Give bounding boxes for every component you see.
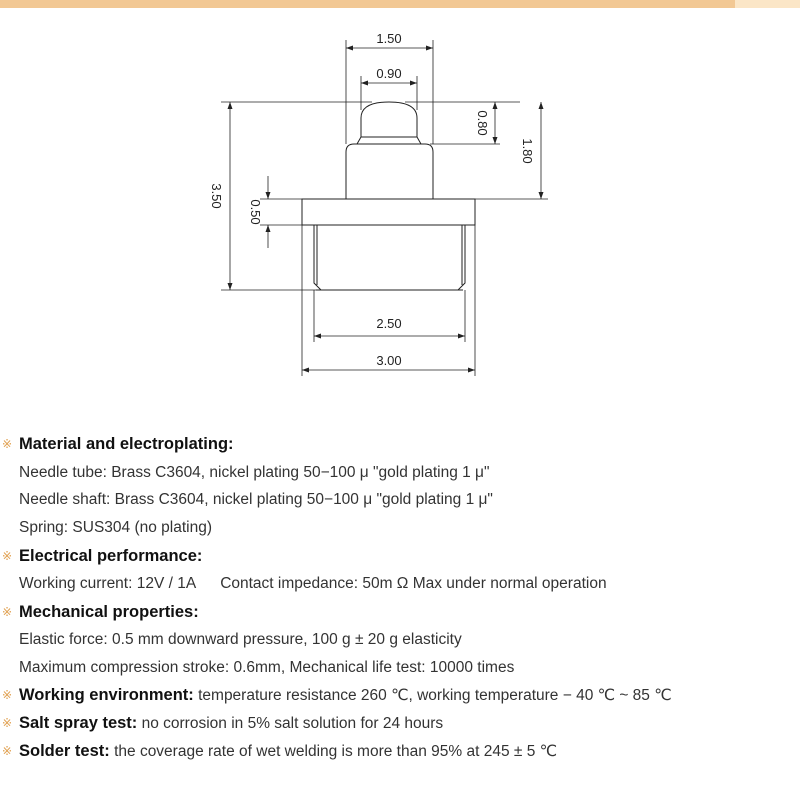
spec-electrical-heading: ※ Electrical performance:: [2, 547, 203, 565]
spec-spring: Spring: SUS304 (no plating): [19, 519, 213, 536]
spec-working-environment: ※ Working environment: temperature resistance 260 ℃, working temperature − 40 ℃ ~ 85 ℃: [2, 686, 672, 704]
spec-needle-shaft: Needle shaft: Brass C3604, nickel plating 50−100 μ "gold plating 1 μ": [19, 491, 493, 508]
pin-tip: [361, 102, 417, 137]
spec-elastic-force: Elastic force: 0.5 mm downward pressure, 100 g ± 20 g elasticity: [19, 631, 462, 648]
spec-solder-test: ※ Solder test: the coverage rate of wet welding is more than 95% at 245 ± 5 ℃: [2, 742, 558, 760]
spec-contact-impedance: Contact impedance: 50m Ω Max under normal operation: [220, 575, 607, 592]
spec-electrical-values: [0, 571, 800, 597]
dim-tip-height: 0.80: [475, 110, 490, 136]
dim-top-width: 1.50: [376, 31, 402, 46]
dim-upper-height: 1.80: [520, 138, 535, 164]
dim-body-width: 2.50: [376, 316, 402, 331]
spec-salt-spray: ※ Salt spray test: no corrosion in 5% salt solution for 24 hours: [2, 714, 444, 732]
spec-needle-tube: Needle tube: Brass C3604, nickel plating 50−100 μ "gold plating 1 μ": [19, 464, 490, 481]
dim-flange-width: 3.00: [376, 353, 402, 368]
pin-flange: [302, 199, 475, 225]
bullet-icon: ※: [2, 744, 13, 758]
pin-barrel: [346, 144, 433, 199]
bullet-icon: ※: [2, 688, 13, 702]
dim-total-height: 3.50: [209, 183, 224, 209]
dim-flange-height: 0.50: [248, 199, 263, 225]
spec-working-current: Working current: 12V / 1A: [19, 575, 197, 592]
spec-mechanical-heading: ※ Mechanical properties:: [2, 603, 199, 621]
bullet-icon: ※: [2, 437, 13, 451]
bullet-icon: ※: [2, 605, 13, 619]
pin-body: [314, 225, 465, 290]
dim-tip-width: 0.90: [376, 66, 402, 81]
spec-compression-stroke: Maximum compression stroke: 0.6mm, Mechanical life test: 10000 times: [19, 659, 515, 676]
bullet-icon: ※: [2, 716, 13, 730]
spec-material-heading: ※ Material and electroplating:: [2, 435, 234, 453]
bullet-icon: ※: [2, 549, 13, 563]
